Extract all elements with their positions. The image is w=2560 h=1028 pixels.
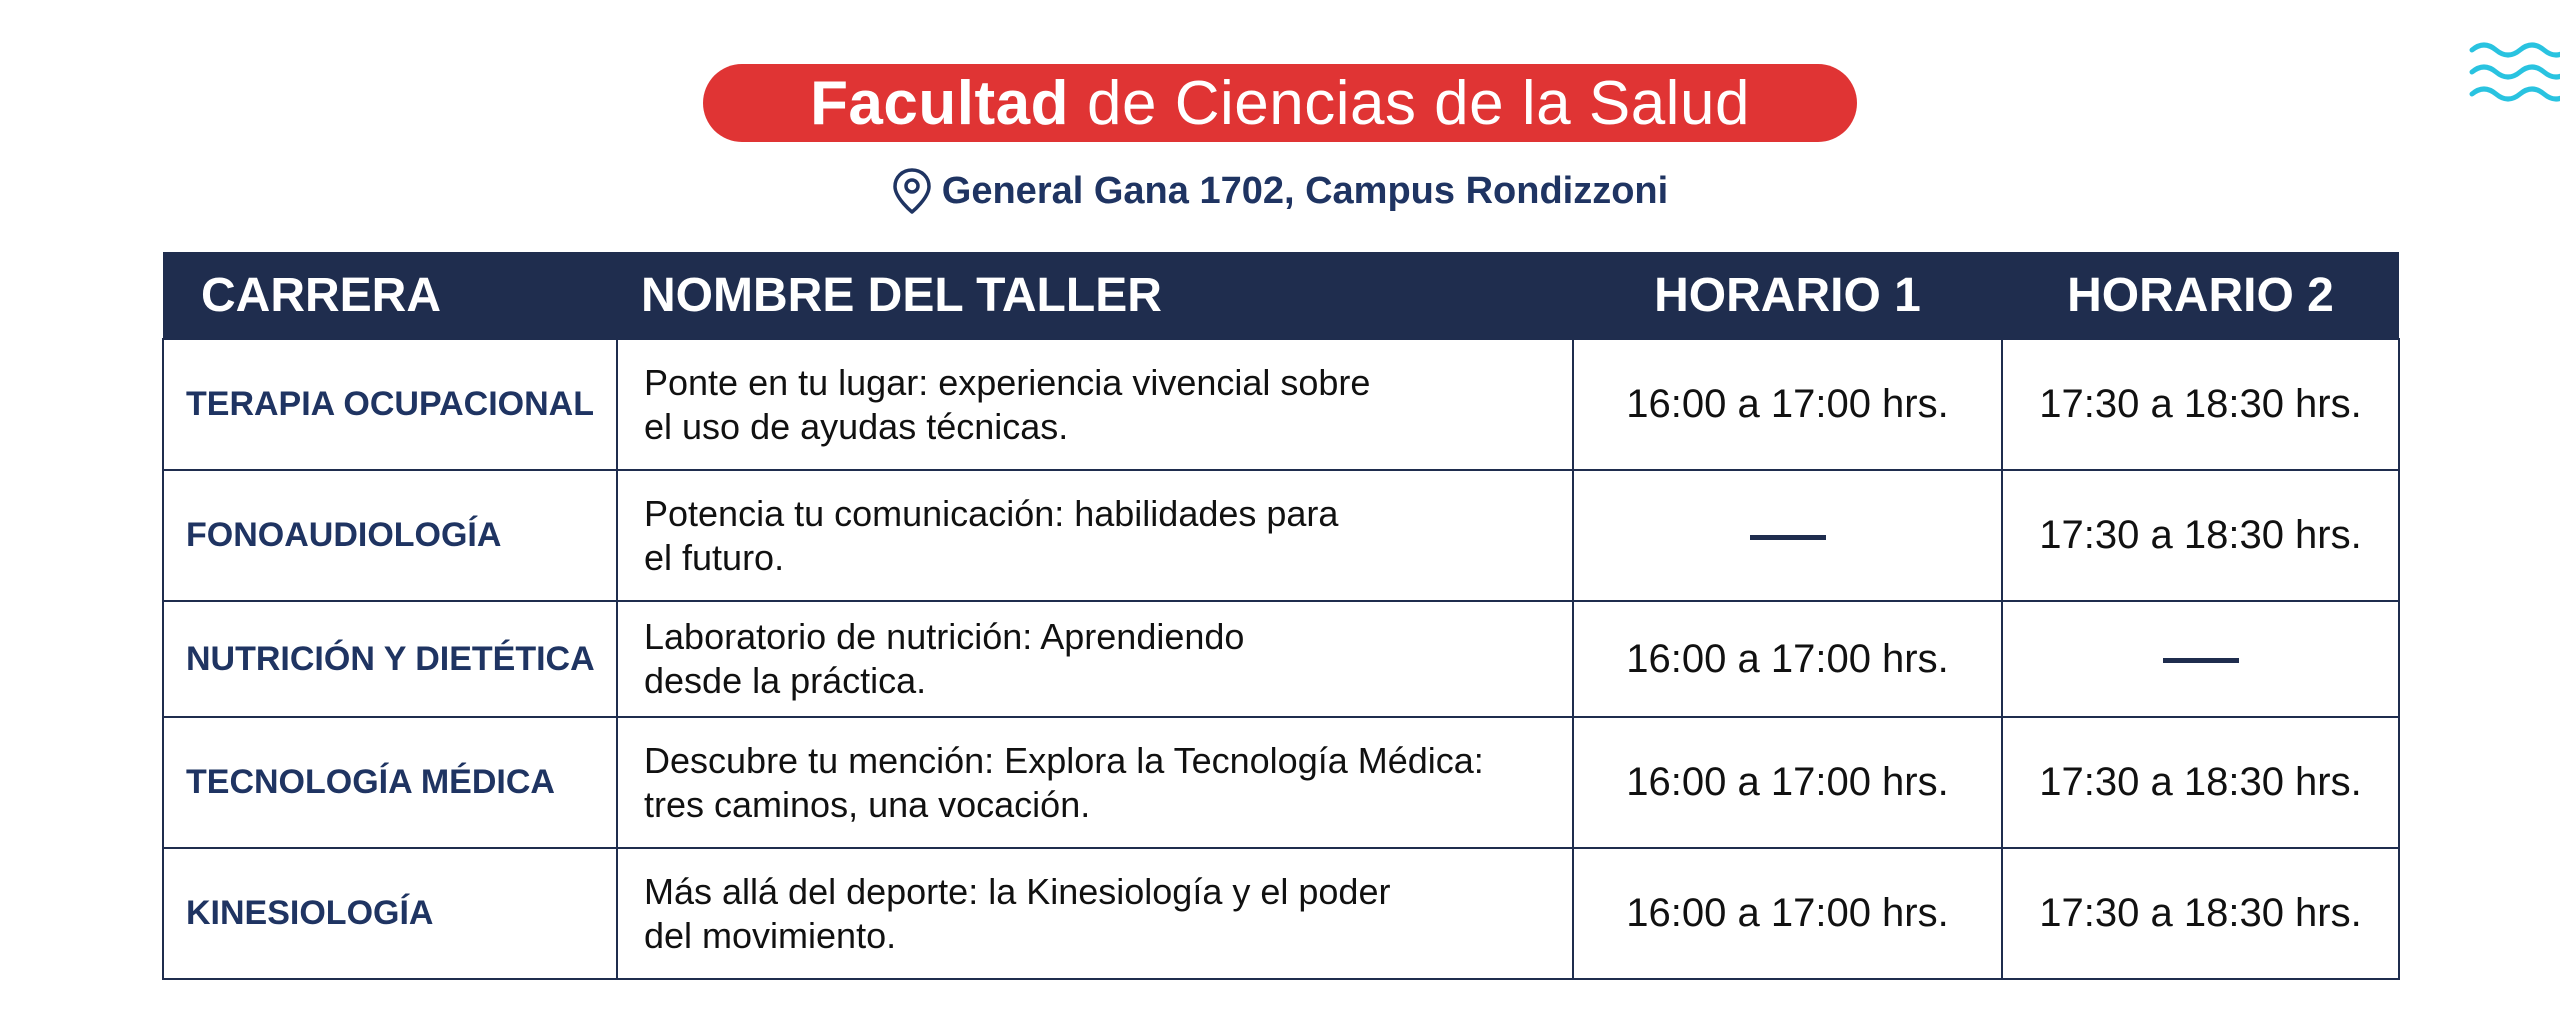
workshop-line: Potencia tu comunicación: habilidades para	[644, 492, 1339, 534]
workshop-line: Descubre tu mención: Explora la Tecnología Médica:	[644, 739, 1484, 781]
no-schedule-dash	[1750, 535, 1826, 540]
horario-1-cell	[1573, 470, 2002, 601]
table-row	[163, 848, 2399, 979]
location-pin-icon	[892, 167, 932, 215]
title-bold-text: Facultad	[810, 68, 1069, 138]
faculty-title-banner	[703, 64, 1857, 142]
horario-1-cell: 16:00 a 17:00 hrs.	[1573, 601, 2002, 717]
workshop-line: del movimiento.	[644, 914, 897, 956]
workshop-cell	[617, 601, 1573, 717]
workshop-line: tres caminos, una vocación.	[644, 783, 1091, 825]
workshop-line: el futuro.	[644, 536, 785, 578]
workshop-line: el uso de ayudas técnicas.	[644, 405, 1069, 447]
title-rest-text: de Ciencias de la Salud	[1087, 68, 1750, 138]
horario-2-cell: 17:30 a 18:30 hrs.	[2002, 339, 2399, 470]
career-cell: KINESIOLOGÍA	[163, 848, 617, 979]
workshop-schedule-table	[162, 252, 2400, 980]
career-cell: FONOAUDIOLOGÍA	[163, 470, 617, 601]
workshop-line: Laboratorio de nutrición: Aprendiendo	[644, 616, 1245, 657]
table-row	[163, 717, 2399, 848]
horario-2-cell: 17:30 a 18:30 hrs.	[2002, 848, 2399, 979]
table-row	[163, 601, 2399, 717]
horario-2-cell: 17:30 a 18:30 hrs.	[2002, 470, 2399, 601]
workshop-line: desde la práctica.	[644, 660, 927, 701]
workshop-cell	[617, 717, 1573, 848]
horario-1-cell: 16:00 a 17:00 hrs.	[1573, 848, 2002, 979]
table-row	[163, 470, 2399, 601]
header-horario-2: HORARIO 2	[2002, 252, 2399, 339]
horario-1-cell: 16:00 a 17:00 hrs.	[1573, 339, 2002, 470]
horario-1-cell: 16:00 a 17:00 hrs.	[1573, 717, 2002, 848]
workshop-line: Ponte en tu lugar: experiencia vivencial sobre	[644, 361, 1371, 403]
career-cell: NUTRICIÓN Y DIETÉTICA	[163, 601, 617, 717]
no-schedule-dash	[2163, 658, 2239, 663]
table-header-row	[163, 252, 2399, 339]
career-cell: TECNOLOGÍA MÉDICA	[163, 717, 617, 848]
workshop-line: Más allá del deporte: la Kinesiología y el poder	[644, 870, 1391, 912]
workshop-cell	[617, 470, 1573, 601]
header-carrera: CARRERA	[163, 252, 617, 339]
horario-2-cell: 17:30 a 18:30 hrs.	[2002, 717, 2399, 848]
table-row	[163, 339, 2399, 470]
header-nombre-taller: NOMBRE DEL TALLER	[617, 252, 1573, 339]
workshop-cell	[617, 848, 1573, 979]
campus-address	[0, 160, 2560, 222]
waves-icon	[2468, 40, 2560, 120]
address-text: General Gana 1702, Campus Rondizzoni	[941, 169, 1669, 212]
horario-2-cell	[2002, 601, 2399, 717]
workshop-cell	[617, 339, 1573, 470]
career-cell: TERAPIA OCUPACIONAL	[163, 339, 617, 470]
header-horario-1: HORARIO 1	[1573, 252, 2002, 339]
